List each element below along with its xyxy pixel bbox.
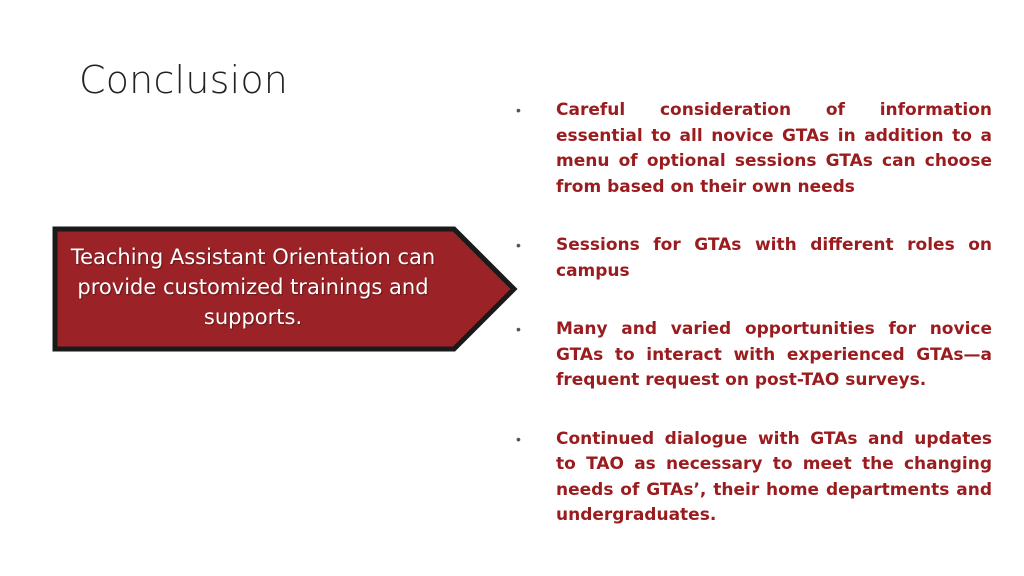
bullet-marker: • bbox=[516, 430, 521, 447]
bullet-item bbox=[510, 98, 992, 200]
bullet-item bbox=[510, 317, 992, 394]
bullet-list bbox=[510, 98, 992, 562]
bullet-item bbox=[510, 427, 992, 529]
slide-title: Conclusion bbox=[79, 58, 289, 102]
bullet-text: Continued dialogue with GTAs and updates to TAO as necessary to meet the changing needs of GTAs’, their home departments and undergraduates. bbox=[556, 428, 992, 525]
bullet-item bbox=[510, 233, 992, 284]
bullet-marker: • bbox=[516, 102, 521, 118]
bullet-text: Sessions for GTAs with different roles on campus bbox=[556, 235, 992, 281]
bullet-marker: • bbox=[516, 237, 521, 253]
bullet-text: Many and varied opportunities for novice GTAs to interact with experienced GTAs—a frequent request on post-TAO surveys. bbox=[556, 319, 992, 390]
callout-text: Teaching Assistant Orientation can provide customized trainings and supports. bbox=[70, 245, 436, 329]
bullet-marker: • bbox=[516, 321, 521, 337]
bullet-text: Careful consideration of information essential to all novice GTAs in addition to a menu of optional sessions GTAs can choose from based on their own needs bbox=[556, 100, 992, 197]
